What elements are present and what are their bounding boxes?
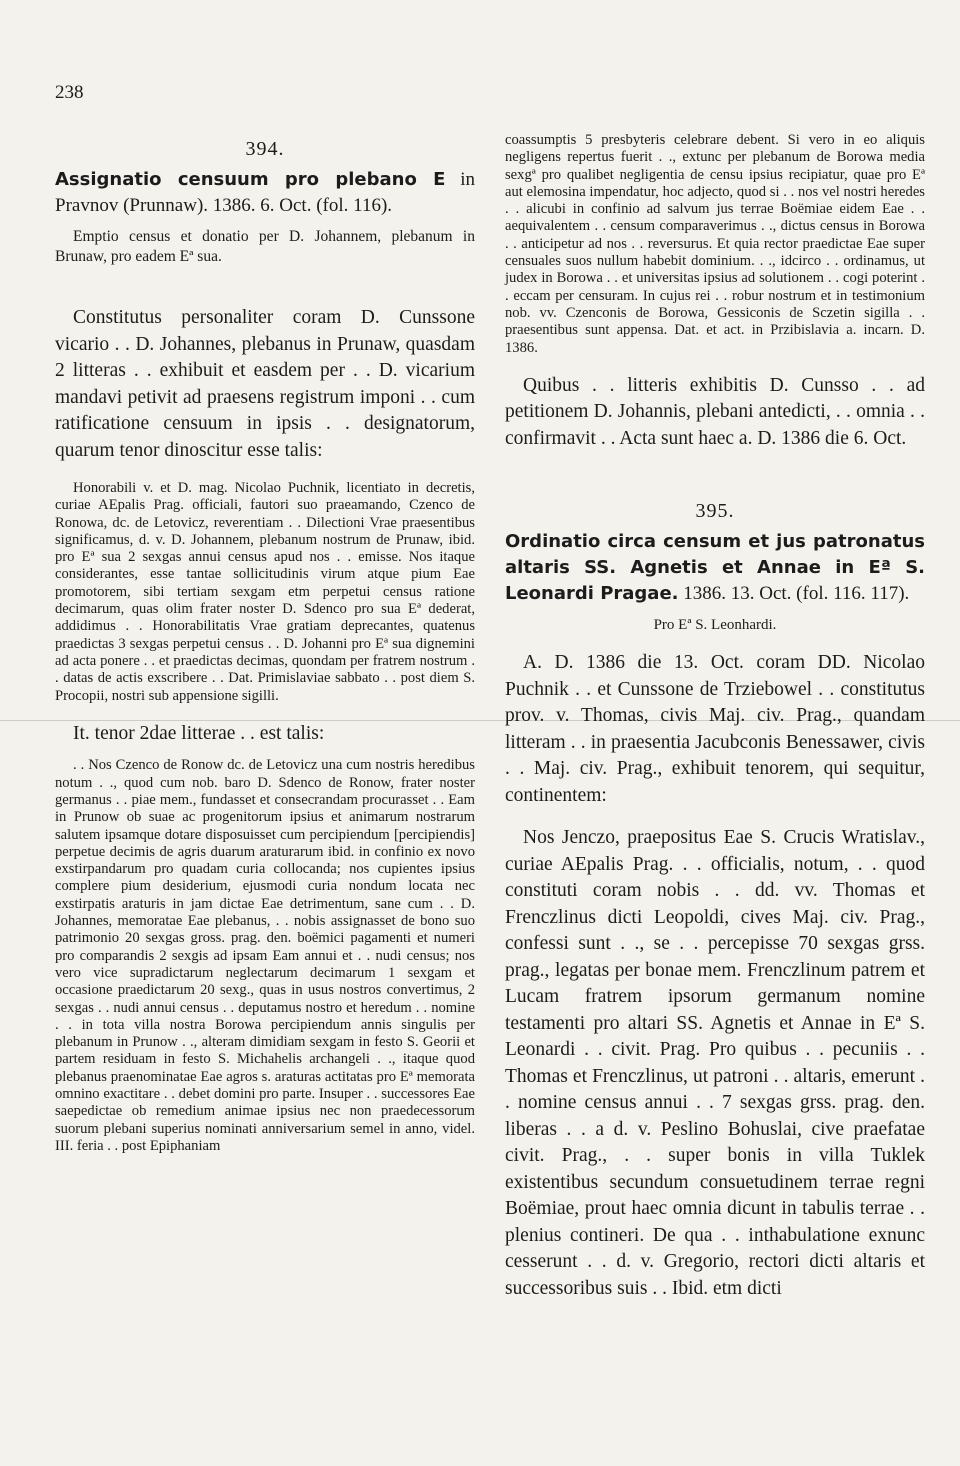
- document-394-intro: Constitutus personaliter coram D. Cunssone vicario . . D. Johannes, plebanus in Prunaw, quasdam 2 litteras . . exhibuit et easdem per . . D. vicarium mandavi petivit ad praesens registrum imponi . . cum ratificatione censuum in ipsis . . designatorum, quarum tenor dinoscitur esse talis:: [55, 307, 475, 461]
- document-number-395: 395.: [695, 500, 735, 523]
- document-394-title-bold: Assignatio censuum pro plebano E: [55, 169, 446, 190]
- document-395-subtitle: Pro Eª S. Leonhardi.: [653, 617, 777, 634]
- document-395-title-rest: 1386. 13. Oct. (fol. 116. 117).: [678, 583, 910, 605]
- confirmation-paragraph: Quibus . . litteris exhibitis D. Cunsso . . ad petitionem D. Johannis, plebani antedicti, . . omnia . . confirmavit . . Acta sunt haec a. D. 1386 die 6. Oct.: [505, 374, 925, 449]
- right-column: [505, 132, 925, 1302]
- document-395-title-bold: Ordinatio circa censum et jus patronatus altaris SS. Agnetis et Annae in Eª S. Leonardi Pragae.: [505, 531, 925, 605]
- document-394-title-rest: in Pravnov (Prunnaw). 1386. 6. Oct. (fol. 116).: [55, 169, 475, 216]
- document-395-heading: [505, 529, 925, 607]
- document-394-letter-2: . . Nos Czenco de Ronow dc. de Letovicz una cum nostris heredibus notum . ., quod cum nob. baro D. Sdenco de Ronow, frater noster germanus . . piae mem., fundasset et consecrandam procurasset . . Eam in Prunow ob suae ac progenitorum ipsius et animarum nostrarum salutem ipsamque dotare disposuisset cum percipiendum [percipiendis] perpetue decimis de agris duarum araturarum ibid. in confinio ex novo exstirpandarum pro quadam curia collocanda; nos cupientes ipsius complere pium desiderium, ejusmodi curia nondum locata nec exstirpatis araturis in jam dictae Eae detrimentum, sane cum . . D. Johannes, memoratae Eae plebanus, . . nobis assignasset de bono suo patrimonio 20 sexgas gross. prag. den. boëmici pagamenti et numeri pro comparandis 2 sexgis ad ipsam Eam annui et . . nudi census; nos vero vice supradictarum neglectarum decimarum 1 sexgam et occasione praedictarum 20 sexg., quas in usus nostros convertimus, 2 sexgas . . nudi annui census . . deputamus nostro et heredum . . nomine . . in tota villa nostra Borowa percipiendum annis singulis per plebanum in Prunow . ., alteram dimidiam sexgam in festo S. Georii et partem residuam in festo S. Michahelis archangeli . ., itaque quod plebanus praenominatae Eae agros s. araturas actitatas pro Eª memorata omnino exactitare . . debet domini pro parte. Insuper . . successores Eae saepedictae ob remedium animae ipsius nec non praedecessorum suorum plebani superius nominati anniversarium semel in anno, videl. III. feria . . post Epiphaniam: [55, 757, 475, 1154]
- left-column: [55, 128, 475, 1155]
- document-394-letter-1: Honorabili v. et D. mag. Nicolao Puchnik, licentiato in decretis, curiae AEpalis Prag. officiali, fautori suo praeamando, Czenco de Ronowa, dc. de Letovicz, reverentiam . . Dilectioni Vrae praesentibus significamus, d. v. D. Johannem, plebanum nostrum de Prunaw, ibid. pro Eª sua 2 sexgas annui census apud nos . . emisse. Nos itaque considerantes, esse tantae sollicitudinis virum atque pium Eae promotorem, sibi tertiam sexgam etm perpetui census ratione decimarum, quas olim frater noster D. Sdenco pro sua Eª dederat, addidimus . . Honorabilitatis Vrae gratiam deprecantes, quatenus praedictas 3 sexgas perpetui census . . D. Johanni pro Eª sua dignemini ad acta ponere . . et praedictas decimas, quondam per fratrem nostrum . . datas de actis exscribere . . Dat. Primislaviae sabbato . . post diem S. Procopii, nostri sub appensione sigilli.: [55, 480, 475, 704]
- document-394-heading: [55, 167, 475, 219]
- page-number: 238: [55, 82, 84, 103]
- document-394-tenor-2: It. tenor 2dae litterae . . est talis:: [73, 722, 325, 744]
- letter-continuation: coassumptis 5 presbyteris celebrare debent. Si vero in eo aliquis negligens repertus fuerit . ., extunc per plebanum de Borowa media sexgª pro qualibet negligentia de censu ipsius recipiatur, quae pro Eª aut elemosina impendatur, hoc adjecto, quod si . . nos vel nostri heredes . . alicubi in confinio ad salvum jus terrae Boëmiae eidem Eae . . aequivalentem . . censum comparaverimus . ., dictus census in Borowa . . anticipetur ad nos . . reversurus. Et quia rector praedictae Eae super censuales suos nullum habebit dominium. . ., idcirco . . ordinamus, ut judex in Borowa . . et universitas ipsius ad solutionem . . cogi poterint . . eccam per censuram. In cujus rei . . robur nostrum et in testimonium nob. vv. Czenconis de Borowa, Gessiconis de Sczetin sigilla . . praesentibus sunt appensa. Dat. et act. in Przibislavia a. incarn. D. 1386.: [505, 132, 925, 356]
- document-394-summary: Emptio census et donatio per D. Johannem, plebanum in Brunaw, pro eadem Eª sua.: [55, 228, 475, 265]
- document-number-394: 394.: [245, 138, 285, 160]
- document-395-body: Nos Jenczo, praepositus Eae S. Crucis Wratislav., curiae AEpalis Prag. . . officialis, notum, . . quod constituti coram nobis . . dd. vv. Thomas et Frenczlinus dicti Leopoldi, cives Maj. civ. Prag., confessi sunt . ., se . . percepisse 70 sexgas grss. prag., legatas per bonae mem. Frenczlinum patrem et Lucam fratrem ipsorum germanum nomine testamenti pro altari SS. Agnetis et Annae in Eª S. Leonardi . . civit. Prag. Pro quibus . . pecuniis . . Thomas et Frenczlinus, ut patroni . . altaris, emerunt . . nomine census annui . . 7 sexgas grss. prag. den. liberas . . a d. v. Peslino Bohuslai, cive praefatae civit. Prag., . . super bonis in villa Tuklek existentibus secundum consuetudinem terrae regni Boëmiae, prout haec omnia dicunt in tabulis terrae . . plenius contineri. De qua . . inthabulatione exnunc cesserunt . . d. v. Gregorio, rectori dicti altaris et successoribus suis . . Ibid. etm dicti: [505, 827, 925, 1299]
- document-395-intro: A. D. 1386 die 13. Oct. coram DD. Nicolao Puchnik . . et Cunssone de Trziebowel . . constitutus prov. v. Thomas, civis Maj. civ. Prag., quandam litteram . . in praesentia Jacubconis Benessawer, civis . . Maj. civ. Prag., exhibuit tenorem, qui sequitur, continentem:: [505, 652, 925, 806]
